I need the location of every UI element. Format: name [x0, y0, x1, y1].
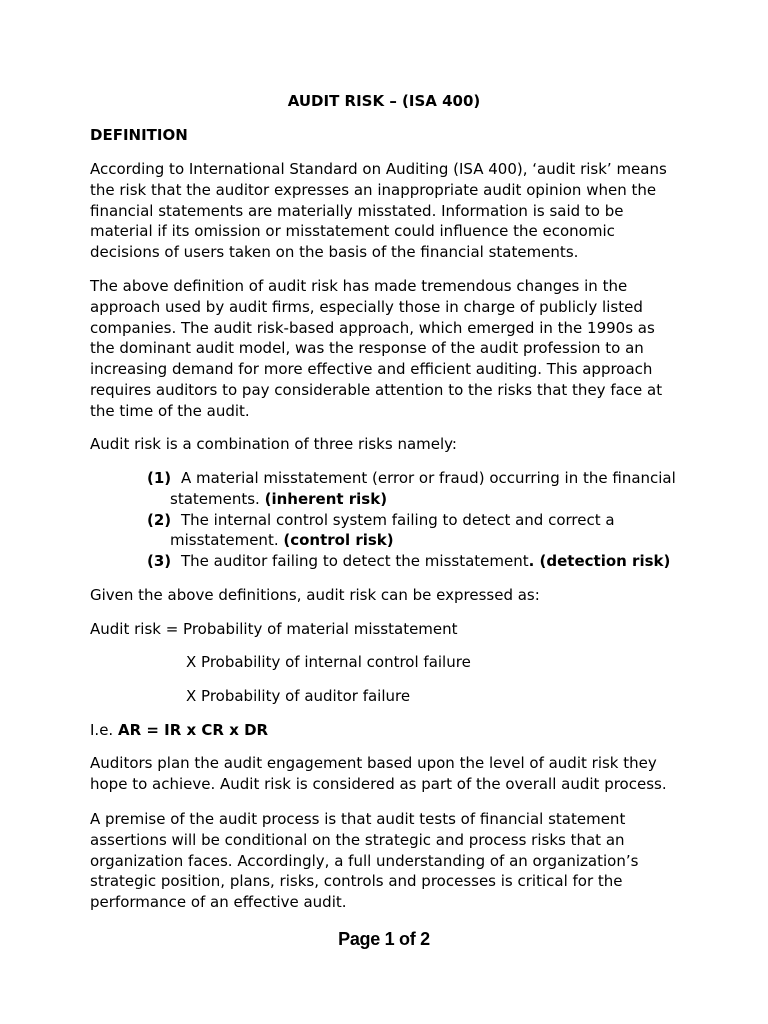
section-heading: DEFINITION	[90, 126, 188, 144]
list-item-text: The auditor failing to detect the misstatement	[181, 552, 529, 571]
list-item	[147, 551, 687, 572]
formula-line-1: Audit risk = Probability of material misstatement	[90, 620, 458, 638]
formula-summary-equation: AR = IR x CR x DR	[117, 721, 269, 739]
risk-list	[147, 468, 687, 572]
formula-summary	[90, 720, 680, 741]
list-item-tag: . (detection risk)	[528, 552, 671, 571]
premise-paragraph: A premise of the audit process is that audit tests of financial statement assertions will be conditional on the strategic and process risks that an organization faces. Accordingly, a full understanding of an organization’s strategic position, plans, risks, controls and processes is critical for the performance of an effective audit.	[90, 810, 639, 912]
list-item	[147, 468, 687, 510]
list-item-text: The internal control system failing to detect and correct a misstatement.	[170, 510, 615, 550]
document-title: AUDIT RISK – (ISA 400)	[287, 92, 481, 110]
list-item-tag: (control risk)	[283, 531, 394, 550]
list-item	[147, 510, 687, 552]
list-item-text: A material misstatement (error or fraud) occurring in the financial statements.	[170, 469, 676, 508]
list-item-number: (3)	[147, 552, 172, 571]
expression-intro-paragraph: Given the above definitions, audit risk can be expressed as:	[90, 586, 540, 604]
risk-combination-paragraph: Audit risk is a combination of three risks namely:	[90, 435, 457, 453]
formula-line-2: X Probability of internal control failure	[186, 653, 471, 671]
planning-paragraph: Auditors plan the audit engagement based upon the level of audit risk they hope to achieve. Audit risk is considered as part of the overall audit process.	[90, 754, 667, 793]
formula-summary-prefix: I.e.	[90, 721, 114, 739]
list-item-number: (2)	[147, 510, 172, 529]
definition-paragraph: According to International Standard on Auditing (ISA 400), ‘audit risk’ means the risk that the auditor expresses an inappropriate audit opinion when the financial statements are materially misstated. Information is said to be material if its omission or misstatement could influence the economic decisions of users taken on the basis of the financial statements.	[90, 160, 667, 262]
approach-paragraph: The above definition of audit risk has made tremendous changes in the approach used by audit firms, especially those in charge of publicly listed companies. The audit risk-based approach, which emerged in the 1990s as the dominant audit model, was the response of the audit profession to an increasing demand for more effective and efficient auditing. This approach requires auditors to pay considerable attention to the risks that they face at the time of the audit.	[90, 277, 663, 420]
list-item-number: (1)	[147, 469, 172, 487]
formula-line-3: X Probability of auditor failure	[186, 687, 411, 705]
list-item-tag: (inherent risk)	[264, 489, 388, 508]
page-number: Page 1 of 2	[338, 929, 430, 949]
